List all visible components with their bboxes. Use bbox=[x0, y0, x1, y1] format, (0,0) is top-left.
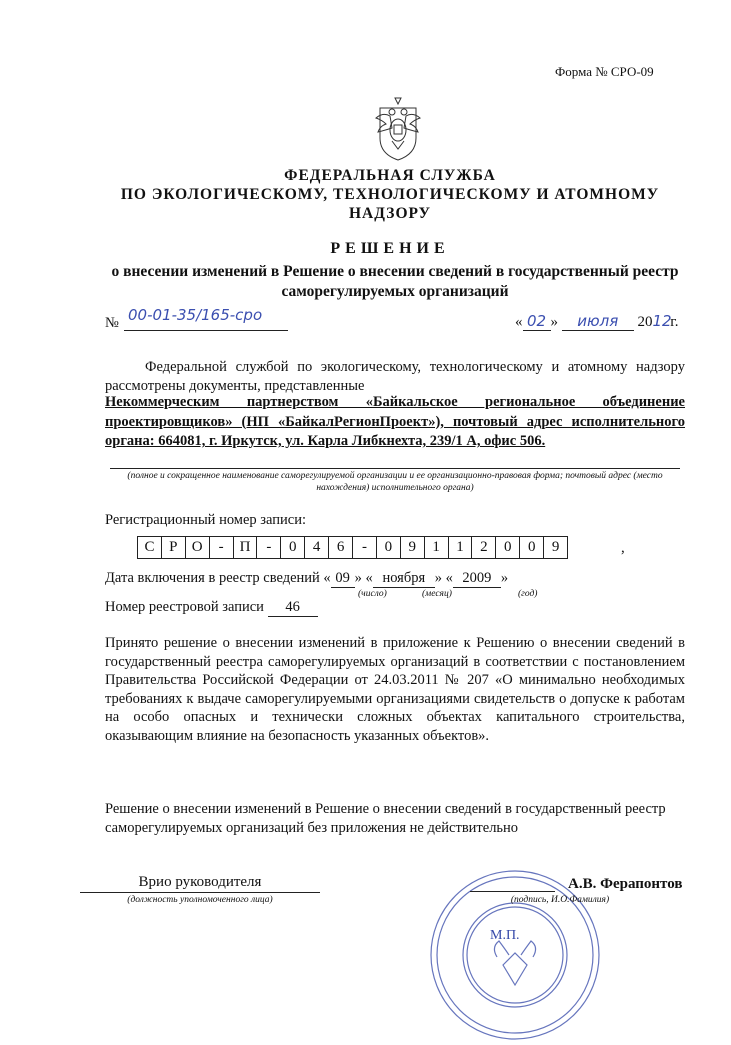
inclusion-year: 2009 bbox=[453, 570, 501, 588]
registration-cell: С bbox=[138, 537, 162, 558]
decision-number-value: 00-01-35/165-сро bbox=[124, 306, 288, 331]
decision-title: РЕШЕНИЕ bbox=[330, 240, 450, 257]
position-caption: (должность уполномоченного лица) bbox=[127, 895, 273, 905]
intro-paragraph: Федеральной службой по экологическому, технологическому и атомному надзору рассмотрены документы, представленные bbox=[105, 359, 685, 394]
form-number: Форма № СРО-09 bbox=[555, 64, 654, 79]
signature-caption: (подпись, И.О.Фамилия) bbox=[510, 895, 610, 905]
registration-cell: - bbox=[210, 537, 234, 558]
registration-cell: 1 bbox=[449, 537, 473, 558]
organization-details: Некоммерческим партнерством «Байкальское региональное объединение проектировщиков» (НП «БайкалРегионПроект»), почтовый адрес исполнительного органа: 664081, г. Иркутск, ул. Карла Либкнехта, 239/1 А, офис 506. bbox=[105, 394, 685, 449]
agency-name-line-2: ПО ЭКОЛОГИЧЕСКОМУ, ТЕХНОЛОГИЧЕСКОМУ И АТОМНОМУ bbox=[120, 186, 660, 203]
reestr-number-value: 46 bbox=[268, 599, 318, 617]
registration-cell: 9 bbox=[401, 537, 425, 558]
inclusion-month: ноября bbox=[373, 570, 435, 588]
inclusion-date-label: Дата включения в реестр сведений bbox=[105, 570, 320, 586]
registration-number-label: Регистрационный номер записи: bbox=[105, 512, 307, 528]
registration-number-comma: , bbox=[621, 540, 625, 556]
registration-number-cells bbox=[137, 536, 568, 559]
signatory-position: Врио руководителя bbox=[80, 874, 320, 893]
signatory-name: А.В. Ферапонтов bbox=[568, 876, 683, 892]
registration-cell: 4 bbox=[305, 537, 329, 558]
decision-subtitle: о внесении изменений в Решение о внесении сведений в государственный реестр саморегулируемых организаций bbox=[111, 263, 679, 300]
decision-date-year-suffix: 12 bbox=[652, 312, 672, 330]
registration-cell: 1 bbox=[425, 537, 449, 558]
caption-month: (месяц) bbox=[422, 589, 452, 599]
main-decision-text: Принято решение о внесении изменений в приложение к Решению о внесении сведений в государственный реестра саморегулируемых организаций в соответствии с постановлением Правительства Российской Федерации от 24.03.2011 № 207 «О минимально необходимых требованиях к выдаче саморегулируемыми организациями свидетельств о допуске к работам на особо опасных и технически сложных объектах капитального строительства, оказывающим влияние на безопасность указанных объектов». bbox=[105, 635, 685, 744]
registration-cell: 6 bbox=[329, 537, 353, 558]
inclusion-day: 09 bbox=[331, 570, 355, 588]
registration-cell: 0 bbox=[281, 537, 305, 558]
registration-cell: 2 bbox=[472, 537, 496, 558]
coat-of-arms-emblem bbox=[368, 94, 428, 164]
decision-date-month: июля bbox=[562, 312, 634, 331]
registration-cell: 9 bbox=[551, 539, 560, 555]
registration-cell: 0 bbox=[520, 537, 544, 558]
registration-cell: 0 bbox=[496, 537, 520, 558]
registration-cell: П bbox=[234, 537, 258, 558]
registration-cell: - bbox=[353, 537, 377, 558]
agency-name-line-3: НАДЗОРУ bbox=[349, 205, 431, 222]
registration-cell: Р bbox=[162, 537, 186, 558]
inclusion-date-row: Дата включения в реестр сведений « 09 » « ноября » « 2009 » bbox=[105, 570, 509, 586]
reestr-number-row bbox=[105, 599, 318, 617]
decision-number-label: № bbox=[105, 315, 119, 331]
validity-note: Решение о внесении изменений в Решение о внесении сведений в государственный реестр саморегулируемых организаций без приложения не действительно bbox=[105, 801, 666, 836]
organization-caption: (полное и сокращенное наименование саморегулируемой организации и ее организационно-правовая форма; почтовый адрес (место нахождения) исполнительного органа) bbox=[110, 468, 680, 494]
decision-date-year-unit: г. bbox=[670, 314, 679, 330]
decision-date-day: 02 bbox=[523, 312, 551, 331]
decision-date-year-prefix: 20 bbox=[637, 314, 653, 330]
signature-line bbox=[470, 891, 555, 892]
registration-cell: 0 bbox=[377, 537, 401, 558]
decision-date: « 02 » июля 2012 г. bbox=[515, 312, 679, 330]
reestr-number-label: Номер реестровой записи bbox=[105, 599, 264, 615]
registration-cell: - bbox=[257, 537, 281, 558]
caption-day: (число) bbox=[358, 589, 387, 599]
caption-year: (год) bbox=[518, 589, 538, 599]
seal-mark: М.П. bbox=[490, 928, 520, 943]
registration-cell: О bbox=[186, 537, 210, 558]
agency-name-line-1: ФЕДЕРАЛЬНАЯ СЛУЖБА bbox=[284, 167, 496, 184]
